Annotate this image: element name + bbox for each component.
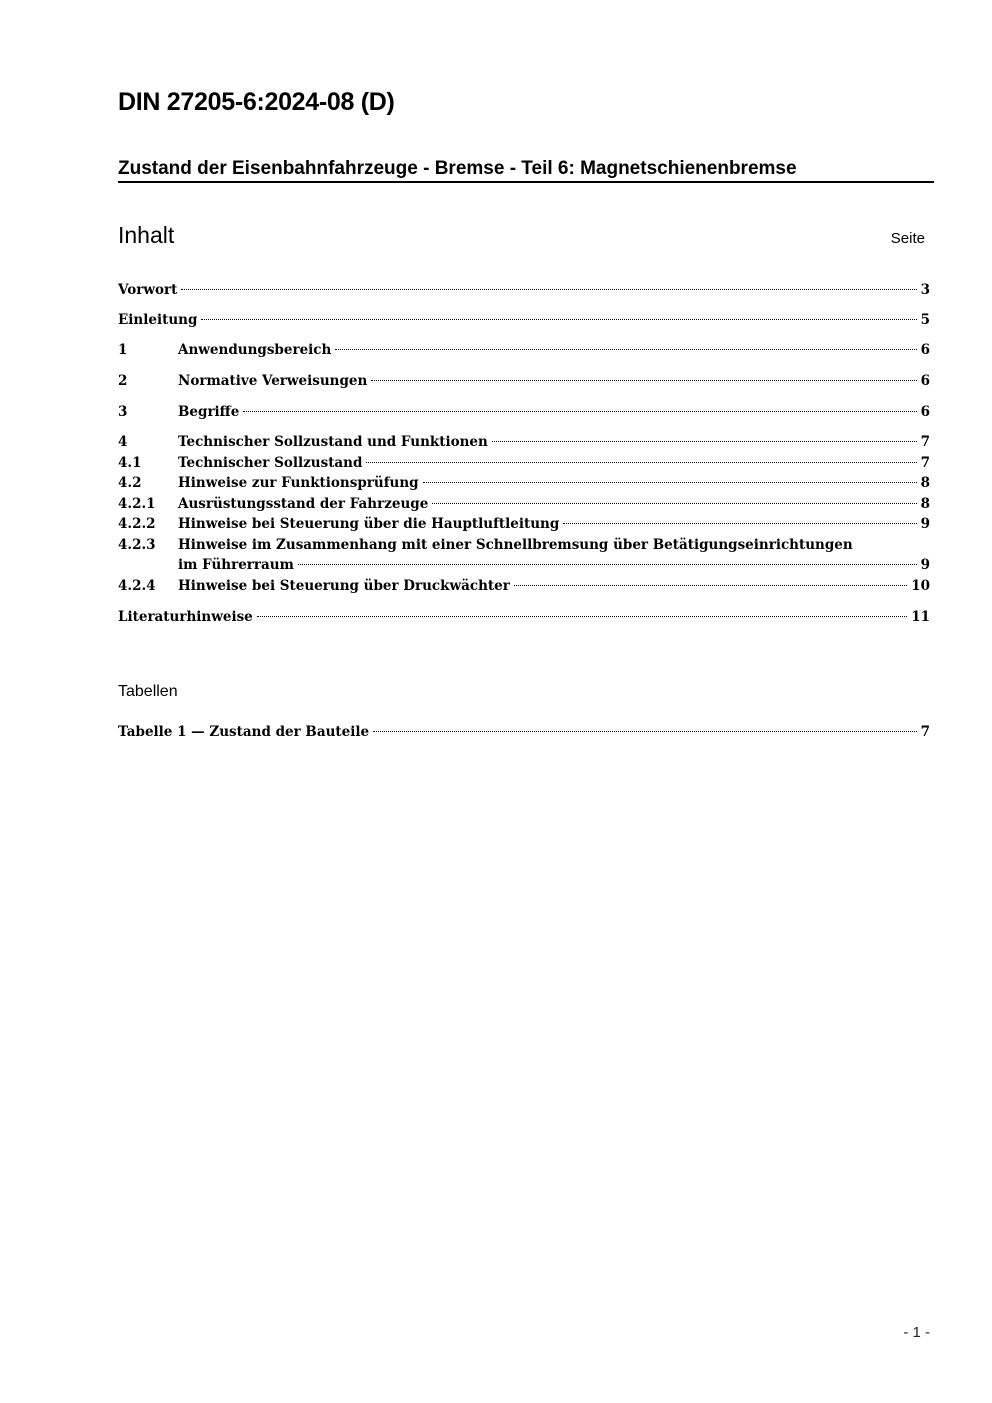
toc-entry-title: Vorwort xyxy=(118,282,178,298)
toc-entry-page: 9 xyxy=(920,516,930,532)
toc-entry-4-2-3[interactable] xyxy=(118,535,930,575)
toc-entry-page: 3 xyxy=(920,282,930,298)
toc-leader-dots xyxy=(243,411,916,412)
toc-entry-4[interactable] xyxy=(118,432,930,452)
toc-entry-page: 6 xyxy=(920,404,930,420)
toc-entry-number: 4 xyxy=(118,434,128,450)
toc-entry-3[interactable] xyxy=(118,402,930,422)
toc-entry-page: 7 xyxy=(920,434,930,450)
toc-entry-title: Literaturhinweise xyxy=(118,609,253,625)
toc-leader-dots xyxy=(432,503,916,504)
toc-leader-dots xyxy=(371,380,916,381)
toc-entry-number: 4.2.1 xyxy=(118,496,156,512)
toc-heading: Inhalt xyxy=(118,222,175,248)
document-subtitle: Zustand der Eisenbahnfahrzeuge - Bremse - Teil 6: Magnetschienenbremse xyxy=(118,158,934,183)
toc-entry-title: Normative Verweisungen xyxy=(178,373,368,389)
toc-entry-title: Ausrüstungsstand der Fahrzeuge xyxy=(178,496,429,512)
table-entry-1[interactable] xyxy=(118,722,930,742)
toc-entry-2[interactable] xyxy=(118,371,930,391)
toc-entry-page: 9 xyxy=(920,557,930,573)
toc-leader-dots xyxy=(366,462,916,463)
toc-entry-vorwort[interactable] xyxy=(118,280,930,300)
toc-leader-dots xyxy=(257,616,907,617)
tables-heading: Tabellen xyxy=(118,683,178,700)
document-id: DIN 27205-6:2024-08 (D) xyxy=(118,88,395,116)
page-column-label: Seite xyxy=(890,230,925,247)
toc-leader-dots xyxy=(423,482,917,483)
toc-entry-literaturhinweise[interactable] xyxy=(118,607,930,627)
toc-entry-4-1[interactable] xyxy=(118,453,930,473)
toc-entry-title: Anwendungsbereich xyxy=(178,342,332,358)
page-number: - 1 - xyxy=(903,1324,930,1341)
toc-entry-page: 6 xyxy=(920,342,930,358)
toc-entry-page: 11 xyxy=(911,609,930,625)
table-entry-page: 7 xyxy=(920,724,930,740)
toc-entry-number: 4.2.2 xyxy=(118,516,156,532)
toc-leader-dots xyxy=(181,289,916,290)
toc-entry-title: Hinweise bei Steuerung über die Hauptluftleitung xyxy=(178,516,560,532)
toc-entry-page: 5 xyxy=(920,312,930,328)
toc-leader-dots xyxy=(492,441,917,442)
toc-entry-4-2[interactable] xyxy=(118,473,930,493)
toc-entry-number: 4.2 xyxy=(118,475,142,491)
toc-entry-title: Hinweise bei Steuerung über Druckwächter xyxy=(178,578,510,594)
toc-leader-dots xyxy=(563,523,916,524)
toc-entry-number: 3 xyxy=(118,404,128,420)
toc-entry-number: 1 xyxy=(118,342,128,358)
toc-entry-4-2-1[interactable] xyxy=(118,494,930,514)
toc-leader-dots xyxy=(514,585,907,586)
toc-leader-dots xyxy=(298,564,917,565)
toc-entry-page: 7 xyxy=(920,455,930,471)
toc-leader-dots xyxy=(373,731,917,732)
toc-entry-title: Begriffe xyxy=(178,404,240,420)
toc-entry-4-2-2[interactable] xyxy=(118,514,930,534)
toc-entry-number: 4.2.4 xyxy=(118,578,156,594)
toc-entry-title: Hinweise im Zusammenhang mit einer Schnellbremsung über Betätigungseinrichtungen xyxy=(178,537,853,553)
toc-entry-title: Technischer Sollzustand xyxy=(178,455,363,471)
toc-entry-title: Einleitung xyxy=(118,312,198,328)
toc-entry-number: 4.1 xyxy=(118,455,142,471)
toc-entry-einleitung[interactable] xyxy=(118,310,930,330)
toc-entry-page: 6 xyxy=(920,373,930,389)
toc-entry-page: 10 xyxy=(911,578,930,594)
toc-leader-dots xyxy=(335,349,916,350)
toc-entry-title-continuation: im Führerraum xyxy=(178,557,294,573)
toc-entry-1[interactable] xyxy=(118,340,930,360)
toc-entry-number: 2 xyxy=(118,373,128,389)
toc-entry-page: 8 xyxy=(920,475,930,491)
toc-entry-page: 8 xyxy=(920,496,930,512)
toc-entry-title: Technischer Sollzustand und Funktionen xyxy=(178,434,488,450)
toc-entry-4-2-4[interactable] xyxy=(118,576,930,596)
toc-entry-number: 4.2.3 xyxy=(118,537,156,553)
table-entry-title: Tabelle 1 — Zustand der Bauteile xyxy=(118,724,370,740)
toc-leader-dots xyxy=(201,319,916,320)
toc-entry-title: Hinweise zur Funktionsprüfung xyxy=(178,475,419,491)
